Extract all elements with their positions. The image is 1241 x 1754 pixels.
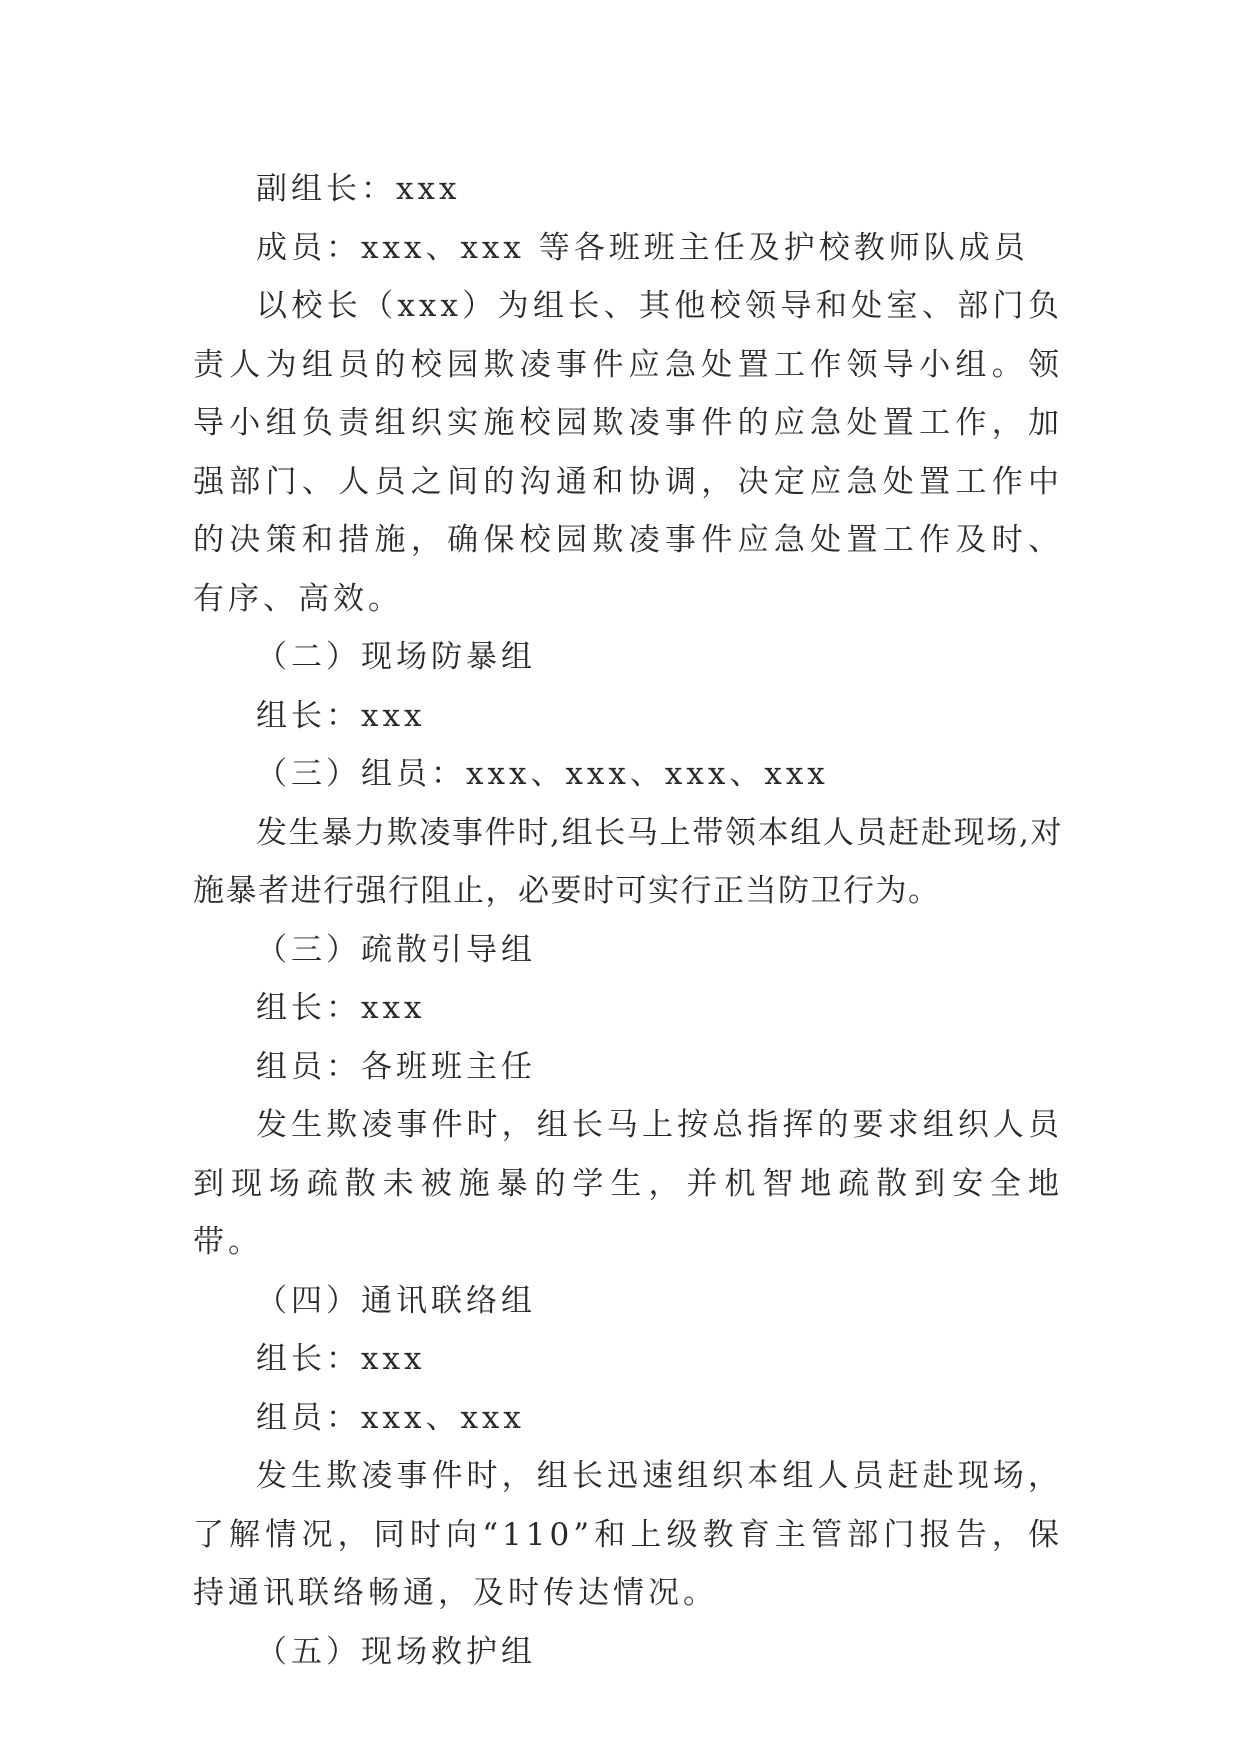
paragraph-deputy-leader: 副组长：xxx [256,171,461,207]
paragraph-evacuation-group-duty: 发生欺凌事件时，组长马上按总指挥的要求组织人员到现场疏散未被施暴的学生，并机智地疏散到安全地带。 [193,1107,1063,1260]
document-body [193,160,1063,1681]
heading-evacuation-group: （三）疏散引导组 [256,931,536,968]
paragraph-communication-group-duty: 发生欺凌事件时，组长迅速组织本组人员赶赴现场，了解情况，同时向“110”和上级教育主管部门报告，保持通讯联络畅通，及时传达情况。 [193,1458,1063,1611]
paragraph-communication-group-members: 组员：xxx、xxx [256,1399,525,1436]
paragraph-riot-group-leader: 组长：xxx [256,697,426,734]
paragraph-riot-group-members: （三）组员：xxx、xxx、xxx、xxx [256,756,829,792]
paragraph-members: 成员：xxx、xxx 等各班班主任及护校教师队成员 [256,229,1029,266]
paragraph-communication-group-leader: 组长：xxx [256,1341,426,1377]
heading-riot-control-group: （二）现场防暴组 [256,639,536,675]
heading-rescue-group: （五）现场救护组 [256,1633,536,1670]
paragraph-evacuation-group-members: 组员：各班班主任 [256,1048,536,1085]
paragraph-riot-group-duty: 发生暴力欺凌事件时,组长马上带领本组人员赶赴现场,对施暴者进行强行阻止，必要时可实行正当防卫行为。 [193,814,1063,909]
paragraph-evacuation-group-leader: 组长：xxx [256,990,426,1026]
heading-communication-group: （四）通讯联络组 [256,1282,536,1319]
paragraph-leadership-group: 以校长（xxx）为组长、其他校领导和处室、部门负责人为组员的校园欺凌事件应急处置工作领导小组。领导小组负责组织实施校园欺凌事件的应急处置工作，加强部门、人员之间的沟通和协调，决定应急处置工作中的决策和措施，确保校园欺凌事件应急处置工作及时、有序、高效。 [193,288,1063,617]
